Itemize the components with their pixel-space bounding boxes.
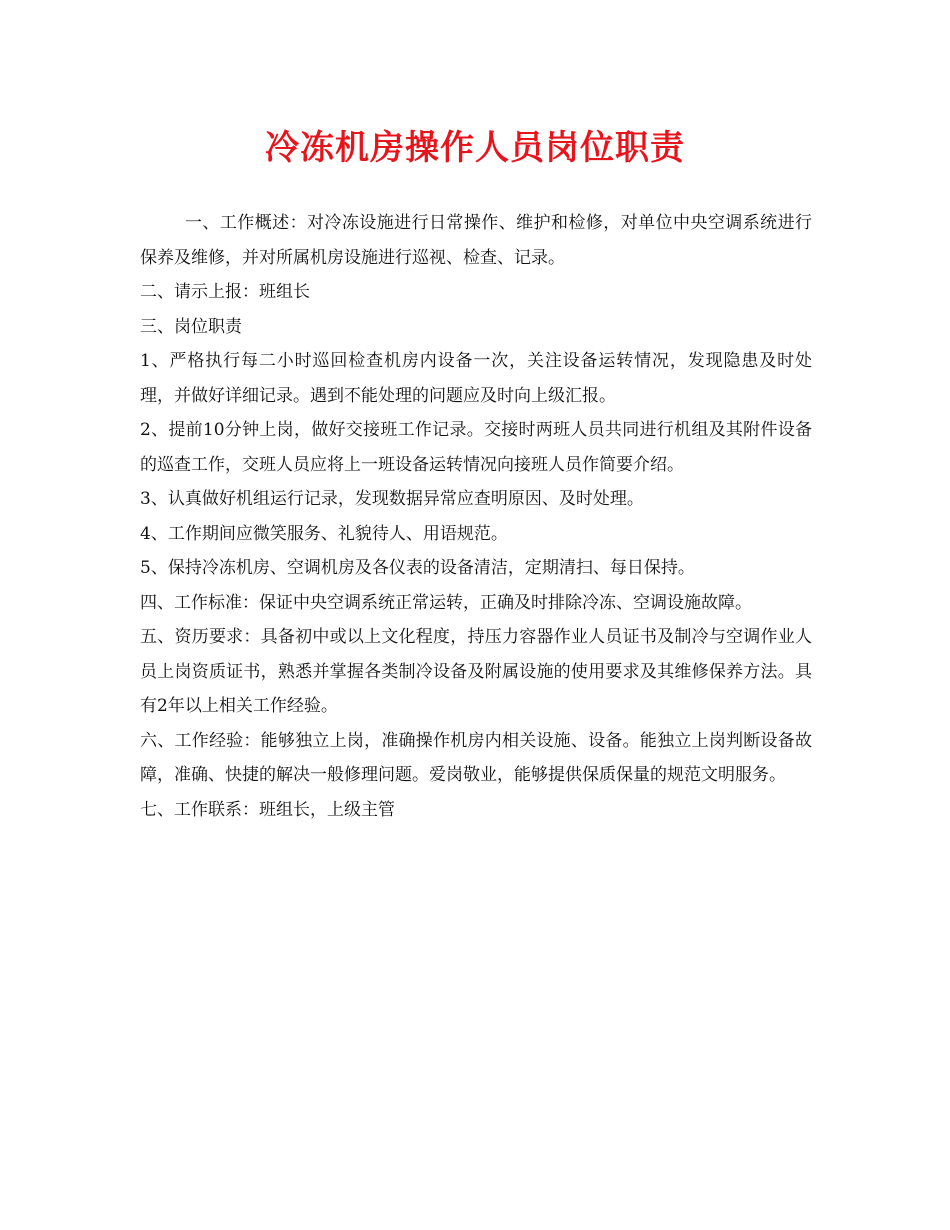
document-body — [140, 206, 812, 827]
paragraph-duty-4: 4、工作期间应微笑服务、礼貌待人、用语规范。 — [140, 523, 508, 544]
paragraph-duty-5: 5、保持冷冻机房、空调机房及各仪表的设备清洁，定期清扫、每日保持。 — [140, 558, 695, 578]
paragraph-overview: 一、工作概述：对冷冻设施进行日常操作、维护和检修，对单位中央空调系统进行保养及维修，并对所属机房设施进行巡视、检查、记录。 — [140, 213, 812, 268]
document-title: 冷冻机房操作人员岗位职责 — [265, 128, 685, 168]
paragraph-duty-2: 2、提前10分钟上岗，做好交接班工作记录。交接时两班人员共同进行机组及其附件设备的巡查工作，交班人员应将上一班设备运转情况向接班人员作简要介绍。 — [140, 420, 812, 475]
paragraph-duty-1: 1、严格执行每二小时巡回检查机房内设备一次，关注设备运转情况，发现隐患及时处理，并做好详细记录。遇到不能处理的问题应及时向上级汇报。 — [140, 351, 812, 406]
paragraph-duty-3: 3、认真做好机组运行记录，发现数据异常应查明原因、及时处理。 — [140, 489, 644, 509]
paragraph-contacts: 七、工作联系：班组长，上级主管 — [140, 799, 395, 820]
paragraph-duties-heading: 三、岗位职责 — [140, 316, 242, 337]
paragraph-qualifications: 五、资历要求：具备初中或以上文化程度，持压力容器作业人员证书及制冷与空调作业人员上岗资质证书，熟悉并掌握各类制冷设备及附属设施的使用要求及其维修保养方法。具有2年以上相关工作经验。 — [140, 627, 812, 716]
paragraph-work-standard: 四、工作标准：保证中央空调系统正常运转，正确及时排除冷冻、空调设施故障。 — [140, 592, 752, 613]
paragraph-experience: 六、工作经验：能够独立上岗，准确操作机房内相关设施、设备。能独立上岗判断设备故障，准确、快捷的解决一般修理问题。爱岗敬业，能够提供保质保量的规范文明服务。 — [140, 730, 812, 785]
paragraph-report-to: 二、请示上报：班组长 — [140, 282, 310, 302]
